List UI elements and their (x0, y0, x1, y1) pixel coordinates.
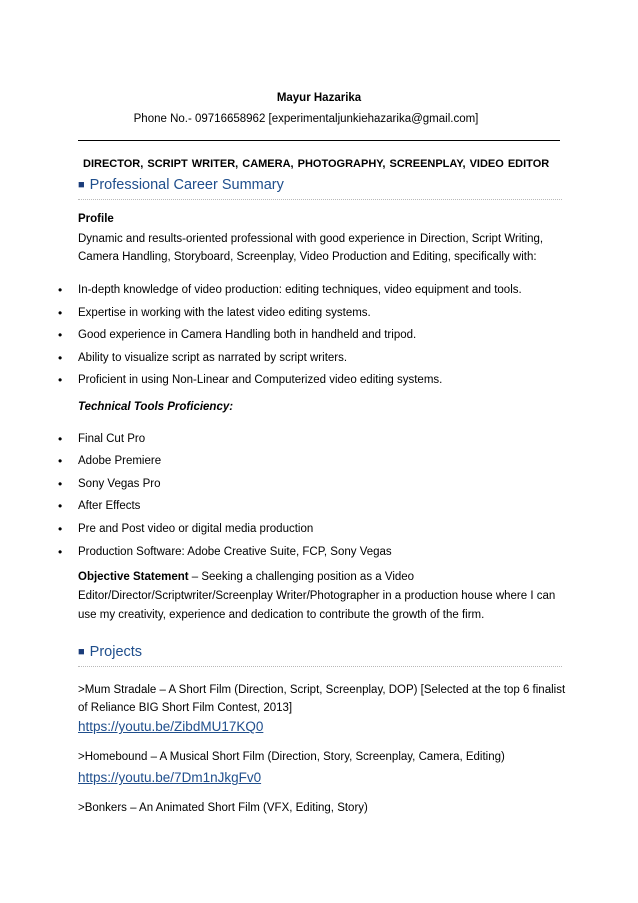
profile-title: Profile (78, 213, 114, 225)
bullet-icon: • (58, 432, 63, 446)
bullet-icon: • (58, 328, 63, 342)
contact-line: Phone No.- 09716658962 [experimentaljunkiehazarika@gmail.com] (133, 113, 479, 125)
objective-label: Objective Statement (78, 571, 189, 583)
section-marker-icon: ■ (78, 646, 85, 658)
project-line: >Mum Stradale – A Short Film (Direction, Script, Screenplay, DOP) [Selected at the top 6 finalist (78, 684, 566, 696)
profile-text-line: Camera Handling, Storyboard, Screenplay, Video Production and Editing, specifically with: (78, 251, 537, 263)
project-line: >Homebound – A Musical Short Film (Direction, Story, Screenplay, Camera, Editing) (78, 751, 505, 763)
bullet-icon: • (58, 373, 63, 387)
objective-line: use my creativity, experience and dedication to contribute the growth of the firm. (78, 609, 485, 621)
tools-title: Technical Tools Proficiency: (78, 401, 234, 413)
objective-line: Objective Statement – Seeking a challenging position as a Video (78, 571, 415, 583)
profile-text-line: Dynamic and results-oriented professional with good experience in Direction, Script Writing, (78, 233, 544, 245)
candidate-name: Mayur Hazarika (276, 92, 362, 104)
bullet-icon: • (58, 454, 63, 468)
section-heading-projects (78, 644, 562, 667)
bullet-icon: • (58, 545, 63, 559)
project-line: >Bonkers – An Animated Short Film (VFX, Editing, Story) (78, 802, 368, 814)
objective-line: Editor/Director/Scriptwriter/Screenplay Writer/Photographer in a production house where I can (78, 590, 556, 602)
section-title: Professional Career Summary (89, 177, 284, 193)
bullet-icon: • (58, 351, 63, 365)
project-line: of Reliance BIG Short Film Contest, 2013] (78, 702, 293, 714)
project-video-link[interactable]: https://youtu.be/ZibdMU17KQ0 (78, 719, 264, 734)
bullet-icon: • (58, 283, 63, 297)
bullet-icon: • (58, 499, 63, 513)
section-heading-summary (78, 177, 562, 200)
header-divider (78, 140, 560, 141)
bullet-icon: • (58, 477, 63, 491)
roles-line: DIRECTOR, SCRIPT WRITER, CAMERA, PHOTOGRAPHY, SCREENPLAY, VIDEO EDITOR (83, 158, 550, 170)
project-video-link[interactable]: https://youtu.be/7Dm1nJkgFv0 (78, 770, 262, 785)
bullet-icon: • (58, 306, 63, 320)
section-marker-icon: ■ (78, 179, 85, 191)
section-title: Projects (89, 644, 143, 660)
bullet-icon: • (58, 522, 63, 536)
resume-page: Mayur Hazarika Phone No.- 09716658962 [experimentaljunkiehazarika@gmail.com] DIRECTOR, SCRIPT WRITER, CAMERA, PHOTOGRAPHY, SCREENPLAY, VIDEO EDITOR ■ Professional Career Summary Profile Dynamic and results-oriented professional with good experience in Direction, Script Writing, Camera Handling, Storyboard, Screenplay, Video Production and Editing, specifically with: • In-depth knowledge of video production: editing techniques, video equipment and tools. • Expertise in working with the latest video editing systems. • Good experience in Camera Handling both in handheld and tripod. • Ability to visualize script as narrated by script writers. • Proficient in using Non-Linear and Computerized video editing systems. Technical Tools Proficiency: • Final Cut Pro • Adobe Premiere • Sony Vegas Pro • After Effects • Pre and Post video or digital media production • Production Software: Adobe Creative Suite, FCP, Sony Vegas Objective Statement – Seeking a challenging position as a Video Editor/Director/Scriptwriter/Screenplay Writer/Photographer in a production house where I can use my creativity, experience and dedication to contribute the growth of the firm. ■ Projects >Mum Stradale – A Short Film (Direction, Script, Screenplay, DOP) [Selected at the top 6 finalist of Reliance BIG Short Film Contest, 2013] https://youtu.be/ZibdMU17KQ0 >Homebound – A Musical Short Film (Direction, Story, Screenplay, Camera, Editing) https://youtu.be/7Dm1nJkgFv0 >Bonkers – An Animated Short Film (VFX, Editing, Story) (0, 0, 638, 903)
